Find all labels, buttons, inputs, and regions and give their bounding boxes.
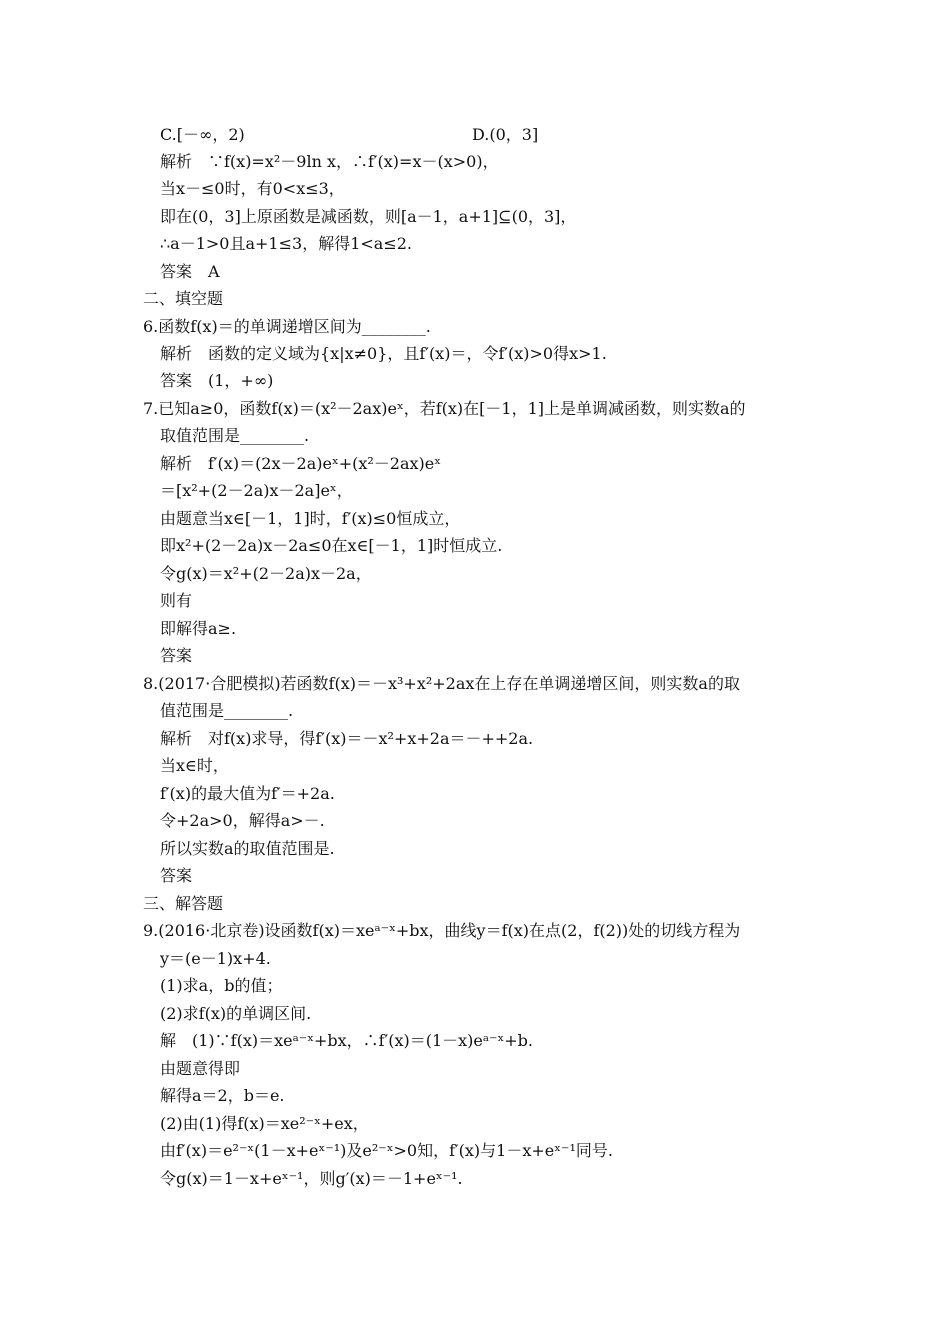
answer-line: 答案 (1，+∞)	[160, 371, 274, 390]
question-line: 7.已知a≥0，函数f(x)＝(x²－2ax)eˣ，若f(x)在[－1，1]上是单调减函数，则实数a的	[143, 399, 746, 418]
text-line: 当x－≤0时，有0<x≤3，	[160, 179, 345, 198]
text-line: 解析 对f(x)求导，得f′(x)＝－x²+x+2a＝－++2a.	[160, 729, 534, 748]
answer-line: 答案 A	[160, 262, 220, 281]
answer-line: 答案	[160, 866, 193, 885]
answer-line: 答案	[160, 646, 193, 665]
text-line: 由题意当x∈[－1，1]时，f′(x)≤0恒成立，	[160, 509, 461, 528]
question-line: 取值范围是________.	[160, 426, 310, 445]
section-heading: 三、解答题	[143, 894, 224, 913]
text-line: ∴a－1>0且a+1≤3，解得1<a≤2.	[160, 234, 412, 253]
question-line: 8.(2017·合肥模拟)若函数f(x)＝－x³+x²+2ax在上存在单调递增区间，则实数a的取	[143, 674, 740, 693]
text-line: 令+2a>0，解得a>－.	[160, 811, 325, 830]
section-heading: 二、填空题	[143, 289, 224, 308]
text-line: 解得a＝2，b＝e.	[160, 1086, 285, 1105]
text-line: (2)由(1)得f(x)＝xe²⁻ˣ+ex，	[160, 1114, 369, 1133]
text-line: 即在(0，3]上原函数是减函数，则[a－1，a+1]⊆(0，3]，	[160, 207, 577, 226]
question-line: y＝(e－1)x+4.	[160, 949, 271, 968]
text-line: 解析 f′(x)＝(2x－2a)eˣ+(x²－2ax)eˣ	[160, 454, 442, 473]
text-line: 令g(x)＝x²+(2－2a)x－2a，	[160, 564, 372, 583]
text-line: 令g(x)＝1－x+eˣ⁻¹，则g′(x)＝－1+eˣ⁻¹.	[160, 1169, 463, 1188]
options-row	[160, 124, 539, 146]
text-line: 所以实数a的取值范围是.	[160, 839, 335, 858]
text-line: f′(x)的最大值为f′＝+2a.	[160, 784, 335, 803]
option-d: D.(0，3]	[472, 125, 539, 144]
text-line: 即解得a≥.	[160, 619, 237, 638]
option-c: C.[－∞，2)	[160, 125, 245, 144]
text-line: (2)求f(x)的单调区间.	[160, 1004, 312, 1023]
text-line: 解析 函数的定义域为{x|x≠0}，且f′(x)＝，令f′(x)>0得x>1.	[160, 344, 607, 363]
text-line: 即x²+(2－2a)x－2a≤0在x∈[－1，1]时恒成立.	[160, 536, 503, 555]
text-line: 由题意得即	[160, 1059, 241, 1078]
text-line: (1)求a，b的值；	[160, 976, 283, 995]
text-line: ＝[x²+(2－2a)x－2a]eˣ，	[160, 481, 353, 500]
text-line: 则有	[160, 591, 193, 610]
text-line: 由f′(x)＝e²⁻ˣ(1－x+eˣ⁻¹)及e²⁻ˣ>0知，f′(x)与1－x+eˣ⁻¹同号.	[160, 1141, 613, 1160]
question-line: 9.(2016·北京卷)设函数f(x)＝xeᵃ⁻ˣ+bx，曲线y＝f(x)在点(2，f(2))处的切线方程为	[143, 921, 741, 940]
text-line: 解析 ∵f(x)=x²－9ln x，∴f′(x)=x－(x>0)，	[160, 152, 499, 171]
question-line: 值范围是________.	[160, 701, 294, 720]
text-line: 解 (1)∵f(x)＝xeᵃ⁻ˣ+bx，∴f′(x)＝(1－x)eᵃ⁻ˣ+b.	[160, 1031, 534, 1050]
text-line: 当x∈时，	[160, 756, 229, 775]
question-line: 6.函数f(x)＝的单调递增区间为________.	[143, 317, 431, 336]
